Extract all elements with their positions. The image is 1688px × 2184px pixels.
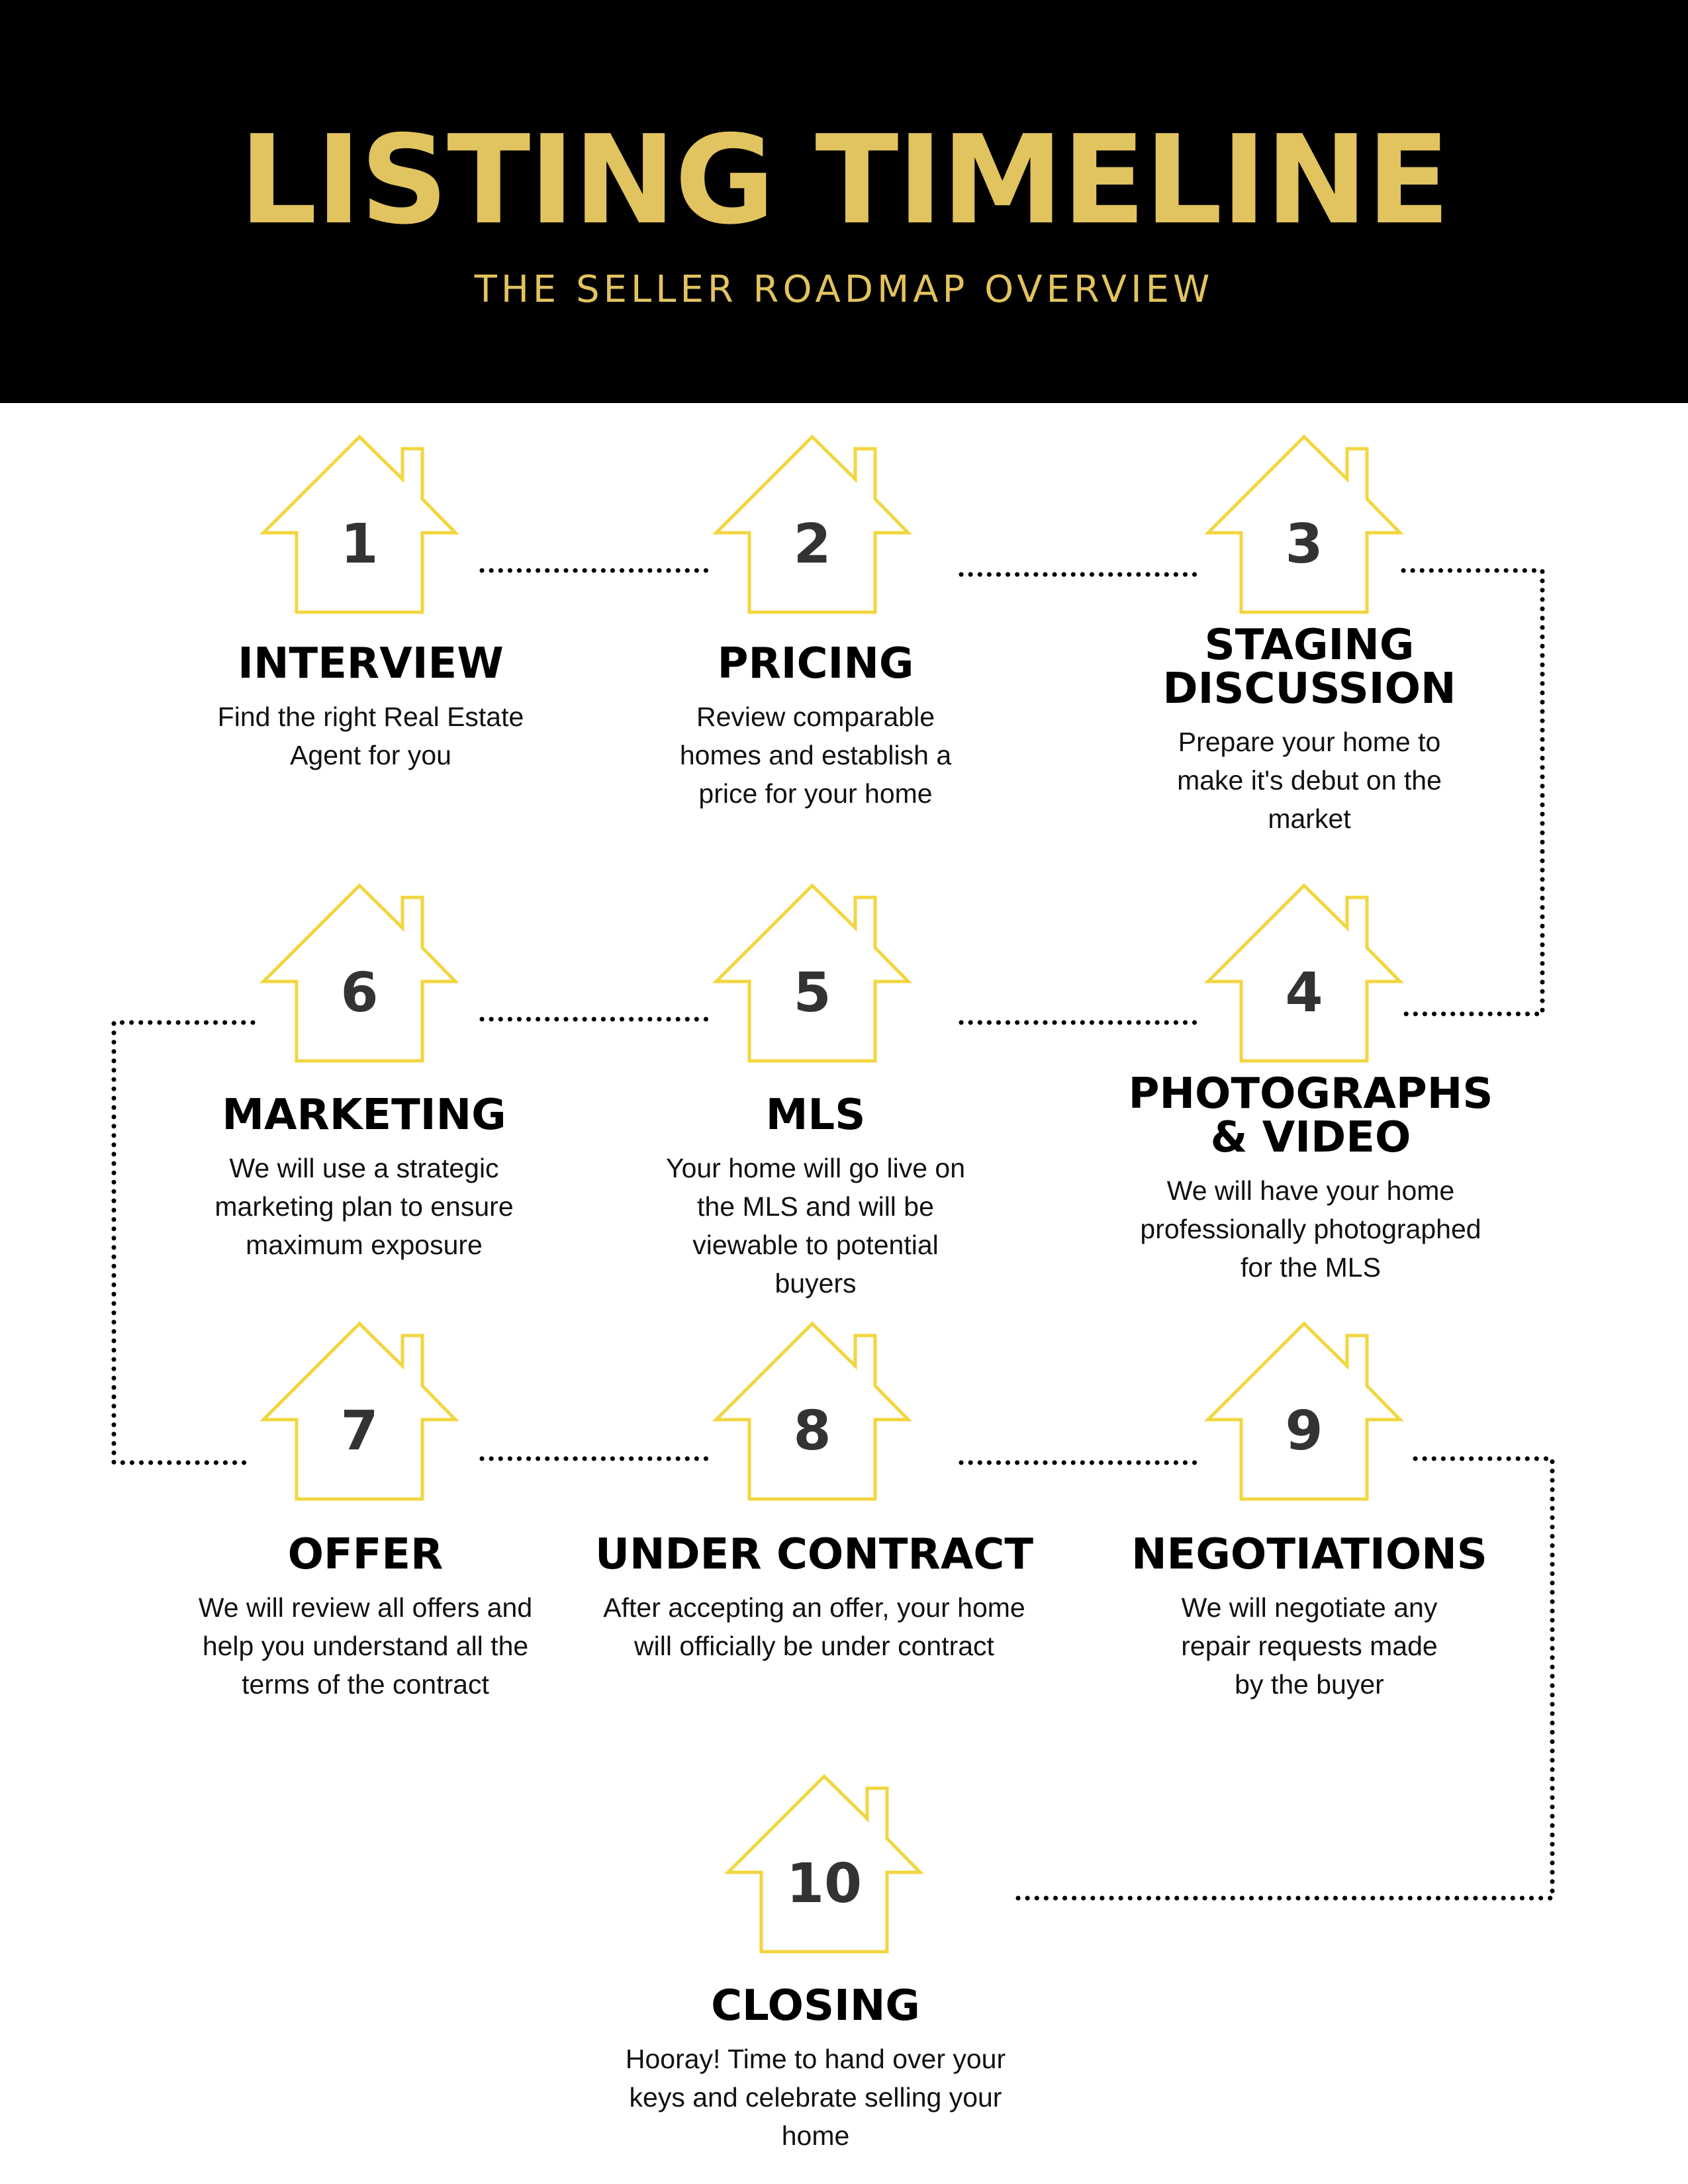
step-text-block: [577, 1981, 1054, 2155]
step-text-block: [577, 1093, 1054, 1302]
page-subtitle: THE SELLER ROADMAP OVERVIEW: [474, 268, 1214, 311]
step-title: NEGOTIATIONS: [1131, 1530, 1487, 1579]
step-title: PRICING: [717, 639, 914, 688]
step-number: 6: [340, 962, 379, 1024]
step-number: 2: [793, 513, 831, 576]
step-text-block: [576, 1530, 1053, 1665]
step-number: 10: [786, 1852, 863, 1915]
step-description: We will use a strategic marketing plan to ensure maximum exposure: [214, 1153, 514, 1260]
page-title: LISTING TIMELINE: [239, 109, 1449, 251]
step-number: 4: [1285, 962, 1323, 1024]
step-text-block: [1071, 623, 1548, 838]
step-text-block: [127, 1530, 604, 1704]
step-description: After accepting an offer, your home will officially be under contract: [603, 1592, 1025, 1661]
step-title: UNDER CONTRACT: [595, 1530, 1033, 1579]
step-number: 7: [340, 1400, 379, 1463]
step-text-block: [1072, 1069, 1549, 1287]
step-number: 9: [1285, 1400, 1323, 1463]
step-title: OFFER: [287, 1530, 444, 1579]
step-description: We will negotiate any repair requests made by the buyer: [1181, 1592, 1438, 1700]
step-description: Prepare your home to make it's debut on the market: [1177, 727, 1442, 834]
step-title: MARKETING: [222, 1091, 506, 1140]
step-description: Find the right Real Estate Agent for you: [217, 702, 524, 770]
step-number: 5: [793, 962, 831, 1024]
step-title: CLOSING: [711, 1981, 920, 2030]
step-title: INTERVIEW: [238, 639, 504, 688]
step-title: MLS: [765, 1091, 866, 1140]
step-number: 3: [1285, 513, 1323, 576]
step-title: STAGING DISCUSSION: [1162, 621, 1456, 713]
step-description: Review comparable homes and establish a price for your home: [679, 702, 952, 809]
step-number: 8: [793, 1400, 831, 1463]
step-description: Your home will go live on the MLS and will be viewable to potential buyers: [665, 1153, 966, 1298]
step-text-block: [1071, 1530, 1548, 1704]
step-title: PHOTOGRAPHS & VIDEO: [1128, 1069, 1493, 1162]
step-number: 1: [340, 513, 379, 576]
step-text-block: [577, 639, 1054, 813]
step-text-block: [132, 639, 609, 774]
step-description: We will review all offers and help you understand all the terms of the contract: [198, 1592, 533, 1700]
step-text-block: [126, 1093, 602, 1264]
step-description: Hooray! Time to hand over your keys and celebrate selling your home: [625, 2044, 1006, 2151]
step-description: We will have your home professionally photographed for the MLS: [1140, 1175, 1481, 1283]
